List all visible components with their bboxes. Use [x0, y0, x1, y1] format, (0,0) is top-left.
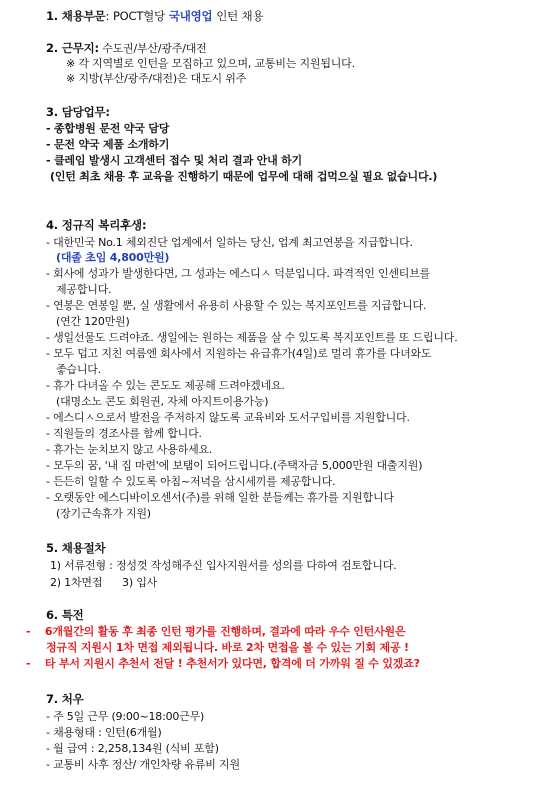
condition-line: - 월 급여 : 2,258,134원 (식비 포함)	[46, 742, 219, 755]
benefit-line: - 연봉은 연봉일 뿐, 실 생활에서 유용히 사용할 수 있는 복지포인트를 지급합니다.	[46, 299, 427, 312]
benefit-salary-highlight: (대졸 초임 4,800만원)	[56, 251, 170, 264]
section2-heading: 2. 근무지:	[46, 41, 99, 55]
process-line: 1) 서류전형 : 정성껏 작성해주신 입사지원서를 성의를 다하여 검토합니다.	[50, 559, 397, 572]
benefit-line: - 직원들의 경조사를 함께 합니다.	[46, 427, 202, 440]
section3-note: (인턴 최초 채용 후 교육을 진행하기 때문에 업무에 대해 겁먹으실 필요 없습니다.)	[50, 170, 438, 183]
benefit-line: (대명소노 콘도 회원권, 자체 아지트이용가능)	[56, 395, 269, 408]
benefit-line: - 회사에 성과가 발생한다면, 그 성과는 에스디ㅅ 덕분입니다. 파격적인 인센티브를	[46, 267, 431, 280]
section1-line	[46, 10, 263, 23]
process-line: 2) 1차면접 3) 입사	[50, 576, 158, 589]
section3-item: - 클레임 발생시 고객센터 접수 및 처리 결과 안내 하기	[46, 154, 302, 167]
benefit-line: (장기근속휴가 지원)	[56, 507, 151, 520]
benefit-line: 제공합니다.	[56, 283, 112, 296]
section3-heading: 3. 담당업무:	[46, 105, 110, 119]
benefit-line: - 모두 덥고 지친 여름엔 회사에서 지원하는 유급휴가(4일)로 멀리 휴가를 다녀와도	[46, 347, 432, 360]
benefit-line: - 생일선물도 드려야죠. 생일에는 원하는 제품을 살 수 있도록 복지포인트를 또 드립니다.	[46, 331, 458, 344]
section2-note2: ※ 지방(부산/광주/대전)은 대도시 위주	[66, 72, 247, 85]
benefit-line: - 휴가 다녀올 수 있는 콘도도 제공해 드려야겠네요.	[46, 379, 285, 392]
benefit-line: - 대한민국 No.1 체외진단 업계에서 일하는 당신, 업계 최고연봉을 지급합니다.	[46, 236, 413, 249]
section7-heading: 7. 처우	[46, 692, 84, 706]
section1-highlight: 국내영업	[168, 9, 213, 23]
benefit-line: - 모두의 꿈, '내 집 마련'에 보탬이 되어드립니다.(주택자금 5,000만원 대출지원)	[46, 459, 423, 472]
perk-line: - 6개월간의 활동 후 최종 인턴 평가를 진행하며, 결과에 따라 우수 인턴사원은	[26, 625, 406, 638]
section6-heading: 6. 특전	[46, 608, 84, 622]
section1-colon: :	[105, 9, 110, 23]
benefit-line: - 든든히 일할 수 있도록 아침~저녁을 삼시세끼를 제공합니다.	[46, 475, 336, 488]
perk-line: - 타 부서 지원시 추천서 전달 ! 추천서가 있다면, 합격에 더 가까워 질 수 있겠죠?	[26, 657, 420, 670]
section1-num: 1.	[46, 9, 58, 23]
perk-line: 정규직 지원시 1차 면접 제외됩니다. 바로 2차 면접을 볼 수 있는 기회 제공 !	[46, 641, 409, 654]
benefit-line: - 오랫동안 에스디바이오센서(주)를 위해 일한 분들께는 휴가를 지원합니다	[46, 491, 394, 504]
benefit-line: 좋습니다.	[56, 363, 102, 376]
section2-note1: ※ 각 지역별로 인턴을 모집하고 있으며, 교통비는 지원됩니다.	[66, 57, 355, 70]
section5-heading: 5. 채용절차	[46, 541, 106, 555]
section1-pre: POCT혈당	[112, 9, 165, 23]
condition-line: - 채용형태 : 인턴(6개월)	[46, 726, 162, 739]
section1-label: 채용부문	[61, 9, 106, 23]
condition-line: - 교통비 사후 정산/ 개인차량 유류비 지원	[46, 758, 240, 771]
section3-item: - 문전 약국 제품 소개하기	[46, 138, 170, 151]
section2-heading-line	[46, 42, 207, 55]
section1-post: 인턴 채용	[216, 9, 264, 23]
benefit-line: - 휴가는 눈치보지 않고 사용하세요.	[46, 443, 213, 456]
benefit-line: - 에스디ㅅ으로서 발전을 주저하지 않도록 교육비와 도서구입비를 지원합니다.	[46, 411, 410, 424]
section2-value: 수도권/부산/광주/대전	[102, 42, 207, 55]
section4-heading: 4. 정규직 복리후생:	[46, 218, 147, 232]
condition-line: - 주 5일 근무 (9:00~18:00근무)	[46, 710, 205, 723]
section3-item: - 종합병원 문전 약국 담당	[46, 122, 170, 135]
benefit-line: (연간 120만원)	[56, 315, 130, 328]
